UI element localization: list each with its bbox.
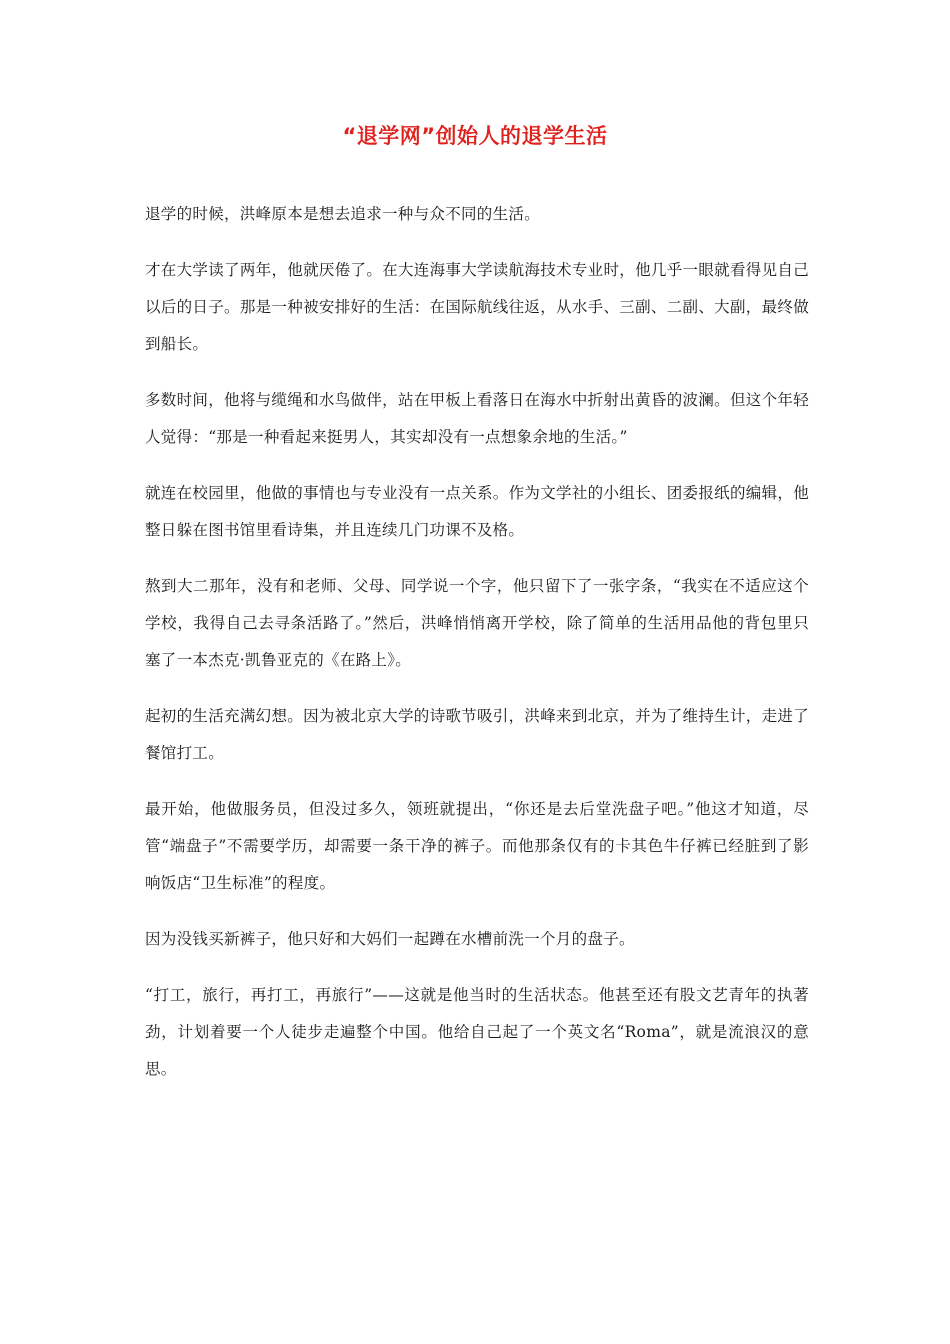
paragraph-1: 退学的时候，洪峰原本是想去追求一种与众不同的生活。 bbox=[145, 205, 541, 223]
paragraph-8: 因为没钱买新裤子，他只好和大妈们一起蹲在水槽前洗一个月的盘子。 bbox=[145, 930, 635, 948]
paragraph-9: “打工，旅行，再打工，再旅行”——这就是他当时的生活状态。他甚至还有股文艺青年的执著劲，计划着要一个人徒步走遍整个中国。他给自己起了一个英文名“Roma”，就是流浪汉的意思。 bbox=[145, 986, 809, 1078]
document-body bbox=[145, 196, 809, 1107]
paragraph-5: 熬到大二那年，没有和老师、父母、同学说一个字，他只留下了一张字条，“我实在不适应这个学校，我得自己去寻条活路了。”然后，洪峰悄悄离开学校，除了简单的生活用品他的背包里只塞了一本杰克·凯鲁亚克的《在路上》。 bbox=[145, 577, 809, 669]
document-title: “退学网”创始人的退学生活 bbox=[342, 124, 608, 148]
paragraph-7: 最开始，他做服务员，但没过多久，领班就提出，“你还是去后堂洗盘子吧。”他这才知道，尽管“端盘子”不需要学历，却需要一条干净的裤子。而他那条仅有的卡其色牛仔裤已经脏到了影响饭店“卫生标准”的程度。 bbox=[145, 800, 809, 892]
paragraph-2: 才在大学读了两年，他就厌倦了。在大连海事大学读航海技术专业时，他几乎一眼就看得见自己以后的日子。那是一种被安排好的生活：在国际航线往返，从水手、三副、二副、大副，最终做到船长。 bbox=[145, 261, 809, 353]
paragraph-4: 就连在校园里，他做的事情也与专业没有一点关系。作为文学社的小组长、团委报纸的编辑，他整日躲在图书馆里看诗集，并且连续几门功课不及格。 bbox=[145, 484, 809, 539]
paragraph-6: 起初的生活充满幻想。因为被北京大学的诗歌节吸引，洪峰来到北京，并为了维持生计，走进了餐馆打工。 bbox=[145, 707, 809, 762]
paragraph-3: 多数时间，他将与缆绳和水鸟做伴，站在甲板上看落日在海水中折射出黄昏的波澜。但这个年轻人觉得：“那是一种看起来挺男人，其实却没有一点想象余地的生活。” bbox=[145, 391, 809, 446]
